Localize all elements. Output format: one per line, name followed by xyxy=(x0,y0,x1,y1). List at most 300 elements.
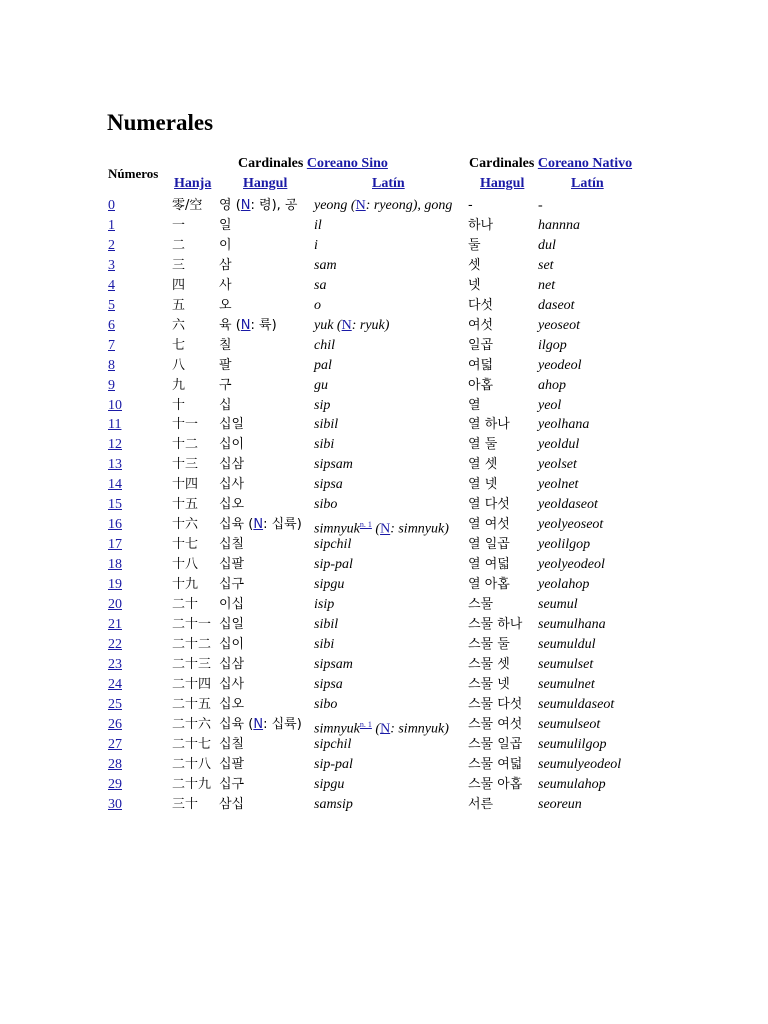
table-row xyxy=(0,236,768,256)
header-sino-group xyxy=(238,156,388,172)
note-link[interactable]: N xyxy=(341,317,352,333)
native-latin-cell: yeol xyxy=(538,397,562,413)
hangul-text: 십삼 xyxy=(219,656,245,672)
latin-cell xyxy=(314,216,322,236)
hangul-cell xyxy=(219,276,232,296)
number-link[interactable]: 15 xyxy=(108,497,122,513)
table-row xyxy=(0,535,768,555)
hangul-cell xyxy=(219,735,244,755)
hangul-cell xyxy=(219,795,244,815)
number-link[interactable]: 10 xyxy=(108,397,122,413)
hanja-cell: 九 xyxy=(172,377,186,393)
latin-cell xyxy=(314,555,353,575)
latin-cell xyxy=(314,675,343,695)
latin-text: sip-pal xyxy=(314,756,353,772)
hangul-text: 십칠 xyxy=(219,537,245,553)
hangul-text: 십육 ( xyxy=(219,517,254,533)
table-row xyxy=(0,196,768,216)
latin-cell: simnyuk$^{n. 1}$ (N: simnyuk) xyxy=(314,520,449,537)
hanja-cell: 十一 xyxy=(172,417,199,433)
note-link[interactable]: N xyxy=(380,521,391,537)
hangul-cell xyxy=(219,755,244,775)
latin-text-suffix: : ryuk) xyxy=(351,317,390,333)
note-link[interactable]: N xyxy=(240,317,251,333)
latin-cell xyxy=(314,795,353,815)
latin-text: i xyxy=(314,237,318,253)
hanja-cell: 十 xyxy=(172,397,186,413)
native-hangul-cell: 열 아홉 xyxy=(468,577,510,593)
number-link[interactable]: 21 xyxy=(108,616,122,632)
note-link[interactable]: N xyxy=(240,198,251,213)
hangul-text-suffix: : 령), 공 xyxy=(250,198,298,213)
hangul-text: 팔 xyxy=(219,357,232,373)
hanja-cell: 十四 xyxy=(172,477,199,493)
native-hangul-cell: 열 둘 xyxy=(468,437,498,453)
link-latin-native[interactable]: Latín xyxy=(571,176,604,191)
latin-cell xyxy=(314,296,321,316)
latin-cell xyxy=(314,396,330,416)
native-latin-cell: seumulhana xyxy=(538,616,606,632)
hangul-cell xyxy=(219,336,232,356)
latin-cell xyxy=(314,276,326,296)
hangul-cell xyxy=(219,236,232,256)
hangul-text: 일 xyxy=(219,217,232,233)
latin-cell xyxy=(314,455,353,475)
latin-text: sip-pal xyxy=(314,557,353,573)
number-link[interactable]: 28 xyxy=(108,756,122,772)
latin-cell xyxy=(314,535,351,555)
native-hangul-cell: 셋 xyxy=(468,257,481,273)
latin-text: pal xyxy=(314,357,332,373)
native-hangul-cell: - xyxy=(468,198,473,213)
hanja-cell: 十八 xyxy=(172,557,199,573)
hangul-cell xyxy=(219,396,232,416)
hangul-cell xyxy=(219,775,244,795)
native-latin-cell: - xyxy=(538,198,543,213)
hangul-text: 십 xyxy=(219,397,232,413)
number-link[interactable]: 23 xyxy=(108,656,122,672)
number-link[interactable]: 24 xyxy=(108,676,122,692)
latin-cell xyxy=(314,615,338,635)
number-link[interactable]: 8 xyxy=(108,357,115,373)
latin-text: sibi xyxy=(314,636,335,652)
native-latin-cell: yeoldaseot xyxy=(538,497,598,513)
hanja-cell: 五 xyxy=(172,297,186,313)
number-link[interactable]: 30 xyxy=(108,796,122,812)
native-hangul-cell: 열 셋 xyxy=(468,457,498,473)
note-link[interactable]: N xyxy=(355,198,366,213)
hanja-cell: 八 xyxy=(172,357,186,373)
native-latin-cell: daseot xyxy=(538,297,575,313)
hangul-cell xyxy=(219,635,244,655)
native-latin-cell: seumulnet xyxy=(538,676,595,692)
hanja-cell: 二十六 xyxy=(172,716,212,732)
header-native-group xyxy=(469,156,632,172)
number-link[interactable]: 22 xyxy=(108,636,122,652)
number-link[interactable]: 19 xyxy=(108,577,122,593)
note-link[interactable]: N xyxy=(253,716,264,732)
native-latin-cell: yeolnet xyxy=(538,477,579,493)
number-link[interactable]: 13 xyxy=(108,457,122,473)
hangul-cell xyxy=(219,216,232,236)
hanja-cell: 二十三 xyxy=(172,656,212,672)
latin-text: yeong ( xyxy=(314,198,356,213)
table-row xyxy=(0,695,768,715)
table-row xyxy=(0,595,768,615)
hangul-text: 구 xyxy=(219,377,232,393)
native-hangul-cell: 스물 둘 xyxy=(468,636,510,652)
number-link[interactable]: 27 xyxy=(108,736,122,752)
latin-cell xyxy=(314,336,335,356)
native-hangul-cell: 스물 xyxy=(468,597,494,612)
native-hangul-cell: 열 일곱 xyxy=(468,537,510,553)
latin-text: o xyxy=(314,297,321,313)
latin-cell xyxy=(314,356,332,376)
number-link[interactable]: 29 xyxy=(108,776,122,792)
hangul-text: 십일 xyxy=(219,616,245,632)
native-latin-cell: seumulilgop xyxy=(538,736,607,752)
hangul-text: 십이 xyxy=(219,437,245,453)
hangul-cell xyxy=(219,595,244,615)
number-link[interactable]: 16 xyxy=(108,517,122,533)
latin-text: sip xyxy=(314,397,331,413)
number-link[interactable]: 9 xyxy=(108,377,115,393)
table-row xyxy=(0,376,768,396)
hangul-cell xyxy=(219,515,302,535)
hangul-text: 십이 xyxy=(219,636,245,652)
number-link[interactable]: 17 xyxy=(108,537,122,553)
table-row xyxy=(0,336,768,356)
note-link[interactable]: N xyxy=(380,721,391,737)
table-row xyxy=(0,515,768,535)
native-hangul-cell: 열 다섯 xyxy=(468,497,510,513)
native-latin-cell: seumulseot xyxy=(538,716,601,732)
number-link[interactable]: 2 xyxy=(108,237,115,253)
table-row xyxy=(0,455,768,475)
number-link[interactable]: 18 xyxy=(108,557,122,573)
table-row xyxy=(0,256,768,276)
hangul-cell xyxy=(219,376,232,396)
native-latin-cell: seoreun xyxy=(538,796,582,812)
link-coreano-sino[interactable]: Coreano Sino xyxy=(306,156,388,171)
hanja-cell: 二 xyxy=(172,237,186,253)
hangul-text: 십구 xyxy=(219,577,245,593)
hanja-cell: 十七 xyxy=(172,537,199,553)
native-latin-cell: hannna xyxy=(538,217,580,233)
hangul-text: 십사 xyxy=(219,676,245,692)
header-numeros: Números xyxy=(108,166,159,181)
hangul-text: 십삼 xyxy=(219,457,245,473)
hanja-cell: 十五 xyxy=(172,497,199,513)
hangul-text: 영 ( xyxy=(219,198,241,213)
latin-cell xyxy=(314,256,337,276)
latin-cell xyxy=(314,695,337,715)
page-title: Numerales xyxy=(107,110,214,135)
native-hangul-cell: 스물 여섯 xyxy=(468,716,523,732)
hanja-cell: 四 xyxy=(172,277,186,293)
native-hangul-cell: 하나 xyxy=(468,217,494,233)
hanja-cell: 二十四 xyxy=(172,676,212,692)
hanja-cell: 二十七 xyxy=(172,736,212,752)
native-hangul-cell: 스물 일곱 xyxy=(468,736,523,752)
table-row xyxy=(0,276,768,296)
latin-text: sa xyxy=(314,277,327,293)
hangul-text: 십팔 xyxy=(219,557,245,573)
hangul-cell xyxy=(219,575,244,595)
number-link[interactable]: 25 xyxy=(108,696,122,712)
table-row xyxy=(0,715,768,735)
latin-cell xyxy=(314,775,344,795)
latin-text: sipgu xyxy=(314,577,345,593)
latin-text: sipsam xyxy=(314,457,353,473)
table-row xyxy=(0,795,768,815)
hangul-cell xyxy=(219,555,244,575)
native-hangul-cell: 스물 아홉 xyxy=(468,776,523,792)
hangul-text-suffix: : 십륙) xyxy=(263,517,302,533)
native-latin-cell: yeolset xyxy=(538,457,577,473)
hangul-cell xyxy=(219,316,277,336)
number-link[interactable]: 4 xyxy=(108,277,115,293)
native-latin-cell: ilgop xyxy=(538,337,567,353)
number-link[interactable]: 6 xyxy=(108,317,115,333)
latin-text: sibo xyxy=(314,696,338,712)
native-latin-cell: yeoseot xyxy=(538,317,580,333)
hangul-text: 삼십 xyxy=(219,796,245,812)
hangul-cell xyxy=(219,455,244,475)
table-row xyxy=(0,356,768,376)
number-link[interactable]: 26 xyxy=(108,716,122,732)
latin-cell xyxy=(314,495,337,515)
native-latin-cell: seumulset xyxy=(538,656,594,672)
table-row xyxy=(0,296,768,316)
number-link[interactable]: 3 xyxy=(108,257,115,273)
latin-cell: simnyuk$^{n. 1}$ (N: simnyuk) xyxy=(314,719,449,737)
latin-text: simnyuk xyxy=(314,721,360,737)
latin-text-suffix: : simnyuk) xyxy=(390,721,449,737)
latin-text: sipsam xyxy=(314,656,353,672)
hanja-cell: 一 xyxy=(172,217,186,233)
number-link[interactable]: 7 xyxy=(108,337,115,353)
hangul-text: 육 ( xyxy=(219,317,241,333)
native-latin-cell: yeolyeoseot xyxy=(538,517,604,533)
hanja-cell: 二十五 xyxy=(172,696,212,712)
hangul-cell xyxy=(219,615,244,635)
native-hangul-cell: 여섯 xyxy=(468,317,494,333)
native-hangul-cell: 다섯 xyxy=(468,297,494,313)
table-row xyxy=(0,435,768,455)
hangul-cell xyxy=(219,715,302,735)
table-row xyxy=(0,216,768,236)
table-row xyxy=(0,475,768,495)
latin-text: gu xyxy=(314,377,328,393)
native-latin-cell: yeolahop xyxy=(538,577,590,593)
hangul-cell xyxy=(219,495,244,515)
hangul-cell xyxy=(219,655,244,675)
native-latin-cell: yeolhana xyxy=(538,417,590,433)
table-row xyxy=(0,575,768,595)
hanja-cell: 十三 xyxy=(172,457,199,473)
table-row xyxy=(0,415,768,435)
hanja-cell: 零/空 xyxy=(172,198,203,213)
native-hangul-cell: 스물 셋 xyxy=(468,656,510,672)
latin-cell xyxy=(314,316,389,336)
hangul-cell xyxy=(219,296,232,316)
hangul-cell xyxy=(219,196,297,216)
native-latin-cell: yeolyeodeol xyxy=(538,557,605,573)
table-row xyxy=(0,755,768,775)
latin-text: simnyuk xyxy=(314,521,360,537)
hangul-cell xyxy=(219,256,232,276)
hangul-text: 십팔 xyxy=(219,756,245,772)
hangul-cell xyxy=(219,475,244,495)
latin-cell xyxy=(314,655,353,675)
native-hangul-cell: 둘 xyxy=(468,237,481,253)
latin-text: sipchil xyxy=(314,537,352,553)
native-latin-cell: set xyxy=(538,257,554,273)
hangul-text: 십구 xyxy=(219,776,245,792)
link-hangul-native[interactable]: Hangul xyxy=(480,176,525,191)
latin-cell xyxy=(314,236,318,256)
table-row xyxy=(0,555,768,575)
hangul-text: 오 xyxy=(219,297,232,313)
footnote-link[interactable]: n. 1 xyxy=(359,719,372,729)
native-latin-cell: net xyxy=(538,277,556,293)
native-hangul-cell: 스물 하나 xyxy=(468,616,523,632)
latin-text: samsip xyxy=(314,796,353,812)
link-coreano-nativo[interactable]: Coreano Nativo xyxy=(537,156,633,171)
table-row xyxy=(0,655,768,675)
latin-text-suffix: : simnyuk) xyxy=(390,521,449,537)
latin-cell xyxy=(314,376,328,396)
latin-cell xyxy=(314,575,344,595)
hanja-cell: 六 xyxy=(172,317,186,333)
native-hangul-cell: 서른 xyxy=(468,796,494,812)
hangul-text: 사 xyxy=(219,277,232,293)
hangul-cell xyxy=(219,535,244,555)
native-latin-cell: ahop xyxy=(538,377,566,393)
table-row xyxy=(0,775,768,795)
latin-text: sam xyxy=(314,257,337,273)
native-hangul-cell: 스물 다섯 xyxy=(468,696,523,712)
native-latin-cell: yeolilgop xyxy=(538,537,591,553)
hangul-cell xyxy=(219,435,244,455)
hanja-cell: 二十一 xyxy=(172,616,212,632)
latin-cell xyxy=(314,196,452,216)
table-row xyxy=(0,316,768,336)
hangul-cell xyxy=(219,695,244,715)
hanja-cell: 二十 xyxy=(172,597,199,612)
native-latin-cell: seumulahop xyxy=(538,776,606,792)
hangul-cell xyxy=(219,356,232,376)
hangul-text: 십오 xyxy=(219,696,245,712)
hangul-text: 이 xyxy=(219,237,232,253)
native-hangul-cell: 열 하나 xyxy=(468,417,510,433)
native-hangul-cell: 일곱 xyxy=(468,337,494,353)
number-link[interactable]: 5 xyxy=(108,297,115,313)
hangul-text-suffix: : 륙) xyxy=(250,317,277,333)
table-row xyxy=(0,495,768,515)
native-hangul-cell: 넷 xyxy=(468,277,481,293)
latin-text: il xyxy=(314,217,322,233)
link-latin-sino[interactable]: Latín xyxy=(372,176,405,191)
latin-cell xyxy=(314,415,338,435)
latin-cell xyxy=(314,595,334,615)
native-hangul-cell: 스물 여덟 xyxy=(468,756,523,772)
header-cardinales-sino: Cardinales xyxy=(238,156,304,171)
latin-text: sibil xyxy=(314,616,339,632)
hangul-text: 십칠 xyxy=(219,736,245,752)
native-hangul-cell: 열 여덟 xyxy=(468,557,510,573)
latin-text: sipsa xyxy=(314,676,343,692)
native-latin-cell: seumuldaseot xyxy=(538,696,615,712)
latin-text: isip xyxy=(314,597,335,612)
latin-text: sibi xyxy=(314,437,335,453)
native-latin-cell: yeoldul xyxy=(538,437,580,453)
native-latin-cell: seumulyeodeol xyxy=(538,756,622,772)
table-row xyxy=(0,615,768,635)
footnote-link[interactable]: n. 1 xyxy=(359,520,372,530)
native-hangul-cell: 열 xyxy=(468,397,481,413)
hangul-text: 십일 xyxy=(219,417,245,433)
latin-text-suffix: : ryeong), gong xyxy=(365,198,453,213)
latin-cell xyxy=(314,475,343,495)
latin-text: yuk ( xyxy=(314,317,342,333)
hanja-cell: 十二 xyxy=(172,437,199,453)
number-link[interactable]: 0 xyxy=(108,198,115,213)
number-link[interactable]: 1 xyxy=(108,217,115,233)
hangul-text: 십오 xyxy=(219,497,245,513)
hangul-text: 삼 xyxy=(219,257,232,273)
note-link[interactable]: N xyxy=(253,517,264,533)
latin-cell xyxy=(314,435,334,455)
hangul-cell xyxy=(219,415,244,435)
native-hangul-cell: 열 여섯 xyxy=(468,517,510,533)
native-hangul-cell: 여덟 xyxy=(468,357,494,373)
link-hangul-sino[interactable]: Hangul xyxy=(243,176,288,191)
native-latin-cell: seumul xyxy=(538,597,578,612)
hangul-cell xyxy=(219,675,244,695)
hangul-text: 십육 ( xyxy=(219,716,254,732)
hanja-cell: 十九 xyxy=(172,577,199,593)
table-row xyxy=(0,635,768,655)
latin-text: chil xyxy=(314,337,335,353)
number-link[interactable]: 12 xyxy=(108,437,122,453)
native-hangul-cell: 스물 넷 xyxy=(468,676,510,692)
hanja-cell: 三十 xyxy=(172,796,199,812)
latin-cell xyxy=(314,735,351,755)
hanja-cell: 二十九 xyxy=(172,776,212,792)
hangul-text: 이십 xyxy=(219,597,245,612)
latin-cell xyxy=(314,635,334,655)
latin-text: sibo xyxy=(314,497,338,513)
hangul-text: 십사 xyxy=(219,477,245,493)
hanja-cell: 十六 xyxy=(172,517,199,533)
hanja-cell: 七 xyxy=(172,337,186,353)
latin-text: sipchil xyxy=(314,736,352,752)
header-cardinales-native: Cardinales xyxy=(469,156,535,171)
native-latin-cell: dul xyxy=(538,237,556,253)
number-link[interactable]: 20 xyxy=(108,597,122,612)
native-latin-cell: seumuldul xyxy=(538,636,596,652)
table-row xyxy=(0,396,768,416)
link-hanja[interactable]: Hanja xyxy=(174,176,212,191)
latin-text: sipsa xyxy=(314,477,343,493)
number-link[interactable]: 11 xyxy=(108,417,122,433)
table-row xyxy=(0,735,768,755)
hanja-cell: 二十八 xyxy=(172,756,212,772)
native-hangul-cell: 열 넷 xyxy=(468,477,498,493)
number-link[interactable]: 14 xyxy=(108,477,122,493)
